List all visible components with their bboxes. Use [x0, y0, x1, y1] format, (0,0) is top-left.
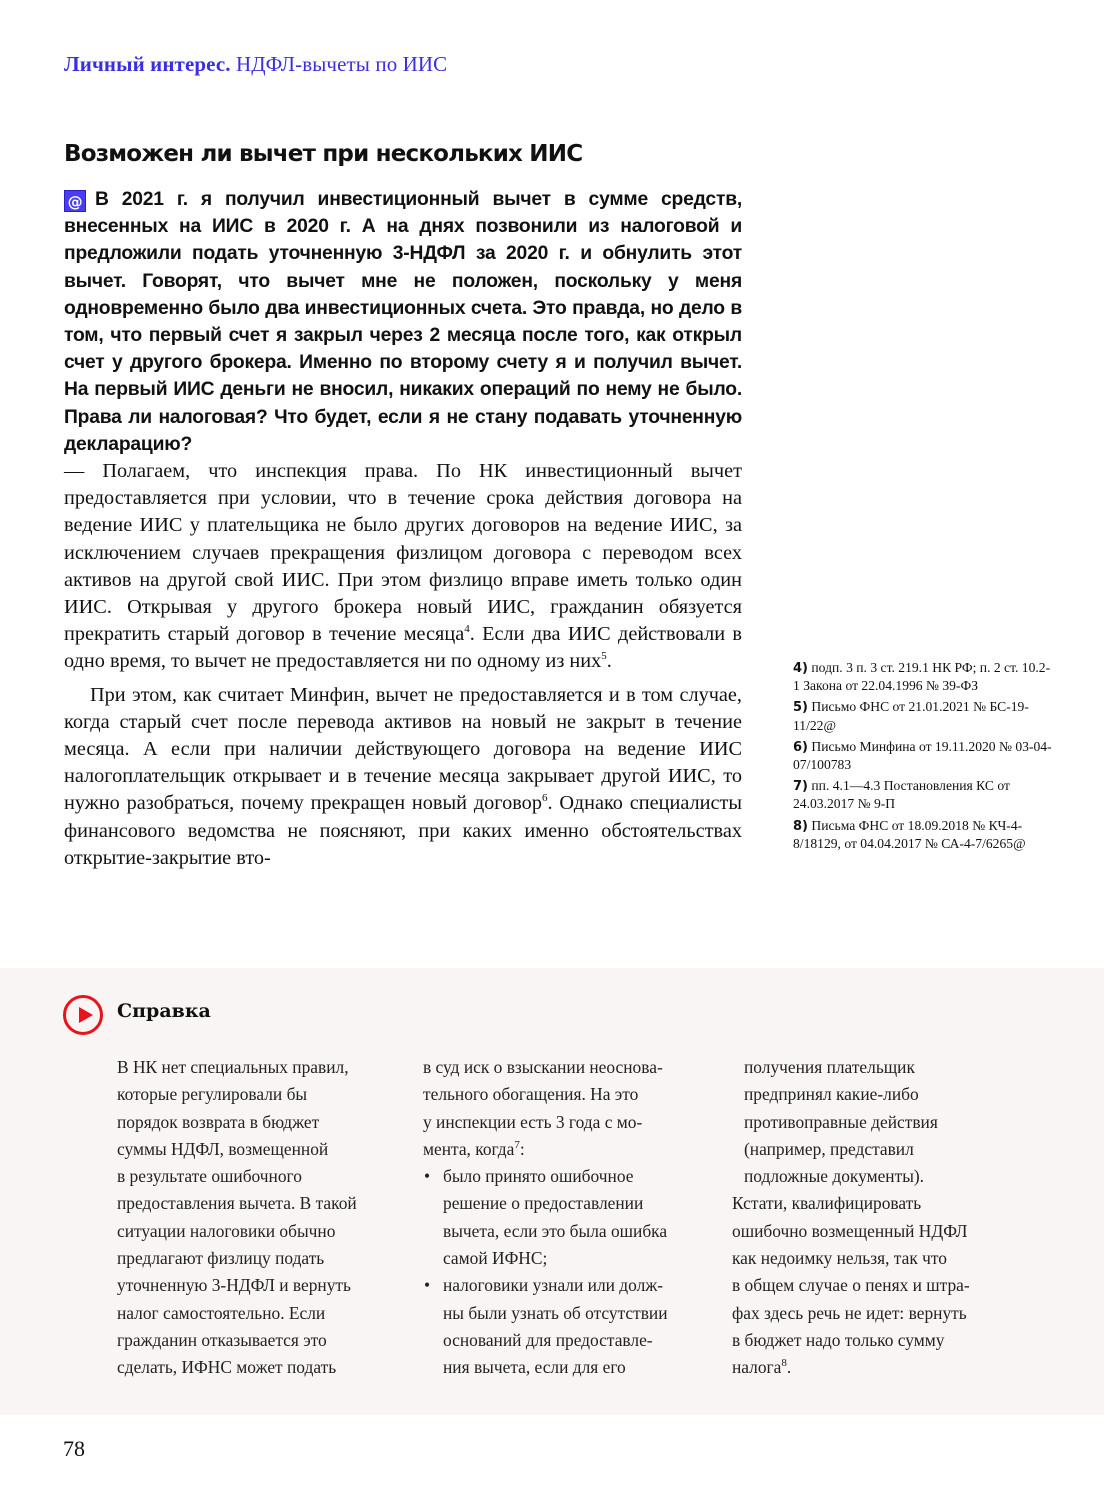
article-title: Возможен ли вычет при нескольких ИИС: [64, 141, 583, 167]
footnote-ref-4[interactable]: 4: [464, 623, 470, 636]
article-body: [64, 186, 742, 872]
wavy-edge-divider: [0, 964, 1104, 972]
running-head-section: Личный интерес.: [64, 52, 231, 76]
footnote-ref-8[interactable]: 8: [781, 1357, 787, 1370]
question-text: В 2021 г. я получил инвестиционный вычет в сумме средств, внесенных на ИИС в 2020 г. А на днях позвонили из налоговой и предложили подать уточненную 3-НДФЛ за 2020 г. и обнулить этот вычет. Говорят, что вычет мне не положен, поскольку у меня одновременно было два инвестиционных счета. Это правда, но дело в том, что первый счет я закрыл через 2 месяца после того, как открыл счет у другого брокера. Именно по второму счету я и получил вычет. На первый ИИС деньги не вносил, никаких операций по нему не было. Права ли налоговая? Что будет, если я не стану подавать уточненную декларацию?: [64, 189, 742, 455]
paragraph-2: При этом, как считает Минфин, вычет не предоставляется и в том случае, когда старый счет после перевода активов на новый не закрыт в течение месяца. А если при наличии действующего договора на ведение ИИС налогоплательщик открывает и в течение месяца закрывает другой ИИС, то нужно разобраться, почему прекращен новый договор$^6$. Однако специалисты финансового ведомства не поясняют, при каких именно обстоятельствах открытие-закрытие вто-: [64, 683, 742, 869]
play-circle-icon: [63, 995, 103, 1035]
footnote-ref-5[interactable]: 5: [601, 650, 607, 663]
footnote-ref-7[interactable]: 7: [514, 1139, 520, 1152]
page-number: 78: [63, 1436, 85, 1461]
bullet-item-1: • было принято ошибочное решение о предоставлении вычета, если это была ошибка самой ИФНС;: [423, 1163, 713, 1272]
footnote-8: 8) Письма ФНС от 18.09.2018 № КЧ-4-8/18129, от 04.04.2017 № СА-4-7/6265@: [793, 817, 1026, 851]
sidebar-column-1: В НК нет специальных правил, которые регулировали бы порядок возврата в бюджет суммы НДФЛ, возмещенной в результате ошибочного предоставления вычета. В такой ситуации налоговики обычно предлагают физлицу подать уточненную 3-НДФЛ и вернуть налог самостоятельно. Если гражданин отказывается это сделать, ИФНС может подать: [117, 1057, 357, 1378]
footnote-7: 7) пп. 4.1—4.3 Постановления КС от 24.03.2017 № 9-П: [793, 778, 1010, 812]
at-sign-icon: @: [64, 190, 86, 212]
reader-question: [64, 186, 742, 458]
running-head: [64, 52, 447, 77]
bullet-item-2-continued: получения плательщик предпринял какие-либо противоправные действия (например, представил подложные документы).: [744, 1057, 938, 1187]
footnotes: [793, 659, 1053, 856]
bullet-item-2: • налоговики узнали или долж- ны были узнать об отсутствии оснований для предоставле- ния вычета, если для его: [423, 1272, 713, 1381]
running-head-topic: НДФЛ-вычеты по ИИС: [235, 52, 448, 76]
sidebar-column-2: в суд иск о взыскании неоснова- тельного обогащения. На это у инспекции есть 3 года с мо- мента, когда$^7$: • было принято ошибочное решение о предоставлении вычета, если это была ошибка самой ИФНС; • налоговики узнали или долж- ны были узнать об отсутствии оснований для предоставле- ния вычета, если для его: [423, 1054, 713, 1382]
sidebar-column-3: получения плательщик предпринял какие-либо противоправные действия (например, представил подложные документы). Кстати, квалифицировать ошибочно возмещенный НДФЛ как недоимку нельзя, так что в общем случае о пенях и штра- фах здесь речь не идет: вернуть в бюджет надо только сумму налога$^8$.: [732, 1054, 1032, 1382]
footnote-6: 6) Письмо Минфина от 19.11.2020 № 03-04-07/100783: [793, 738, 1052, 773]
footnote-4: 4) подп. 3 п. 3 ст. 219.1 НК РФ; п. 2 ст. 10.2-1 Закона от 22.04.1996 № 39-ФЗ: [793, 660, 1051, 694]
answer-paragraph: — Полагаем, что инспекция права. По НК инвестиционный вычет предоставляется при условии, что в течение срока действия договора на ведение ИИС у плательщика не было других договоров на ведение ИИС, за исключением случаев прекращения физлицом договора с переводом всех активов на другой свой ИИС. При этом физлицо вправе иметь только один ИИС. Открывая у другого брокера новый ИИС, гражданин обязуется прекратить старый договор в течение месяца$^4$. Если два ИИС действовали в одно время, то вычет не предоставляется ни по одному из них$^5$.: [64, 460, 742, 673]
footnote-ref-6[interactable]: 6: [541, 792, 548, 805]
footnote-5: 5) Письмо ФНС от 21.01.2021 № БС-19-11/22@: [793, 699, 1029, 733]
sidebar-title: Справка: [117, 1000, 211, 1022]
